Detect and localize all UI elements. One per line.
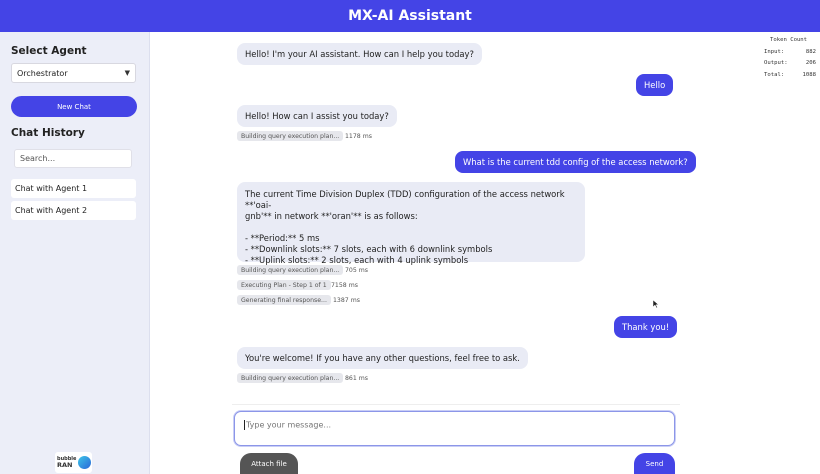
token-label: Total: [764, 71, 785, 78]
agent-select[interactable] [11, 63, 136, 83]
token-row-output [764, 58, 816, 70]
token-value: 882 [805, 48, 816, 55]
token-row-total [764, 69, 816, 81]
message-line: - **Period:** 5 ms [245, 233, 320, 243]
logo-text-top: bubble [57, 455, 77, 462]
user-message: What is the current tdd config of the access network? [455, 151, 696, 173]
token-label: Output: [764, 60, 788, 67]
composer-divider [232, 404, 680, 405]
logo-text-bottom: RAN [57, 460, 73, 469]
message-line: - **Downlink slots:** 7 slots, each with 6 downlink symbols [245, 244, 493, 254]
app-header [0, 0, 820, 32]
history-item[interactable]: Chat with Agent 2 [11, 201, 136, 220]
message-input[interactable] [234, 411, 675, 446]
step-pill: Building query execution plan... [237, 265, 343, 275]
bot-message: Hello! I'm your AI assistant. How can I help you today? [237, 43, 482, 65]
step-pill: Executing Plan - Step 1 of 1 [237, 280, 331, 290]
app-title: MX-AI Assistant [348, 8, 472, 24]
message-line: gnb'** in network **'oran'** is as follows: [245, 211, 418, 221]
message-input-placeholder: Type your message... [246, 420, 332, 430]
token-value: 206 [805, 60, 816, 67]
mouse-cursor-icon [653, 293, 659, 312]
step-pill: Building query execution plan... [237, 131, 343, 141]
message-line: - **Uplink slots:** 2 slots, each with 4 uplink symbols [245, 255, 469, 265]
history-search-input[interactable]: Search... [14, 149, 132, 168]
sidebar [0, 32, 150, 474]
user-message: Thank you! [614, 316, 677, 338]
token-count-title: Token Count [770, 37, 808, 43]
step-pill: Building query execution plan... [237, 373, 343, 383]
text-caret [244, 420, 245, 430]
token-row-input [764, 46, 816, 58]
step-time: 1178 ms [345, 133, 372, 140]
step-time: 705 ms [345, 267, 369, 274]
history-item[interactable]: Chat with Agent 1 [11, 179, 136, 198]
user-message: Hello [636, 74, 673, 96]
token-count-panel [764, 37, 816, 81]
message-line-blank [245, 222, 577, 233]
step-time: 861 ms [345, 375, 369, 382]
token-value: 1088 [802, 71, 816, 78]
bubbleran-logo [55, 452, 92, 473]
send-button[interactable]: Send [634, 453, 675, 474]
message-line: The current Time Division Duplex (TDD) configuration of the access network **'oai- [245, 189, 565, 210]
chevron-down-icon: ▼ [124, 69, 130, 77]
step-pill: Generating final response... [237, 295, 331, 305]
bot-message: Hello! How can I assist you today? [237, 105, 397, 127]
step-time: 7158 ms [331, 282, 358, 289]
chat-history-title: Chat History [11, 127, 85, 139]
logo-mark-icon [78, 456, 91, 469]
token-label: Input: [764, 48, 785, 55]
step-time: 1387 ms [333, 297, 360, 304]
select-agent-title: Select Agent [11, 45, 87, 57]
attach-file-button[interactable]: Attach file [240, 453, 298, 474]
new-chat-button[interactable]: New Chat [11, 96, 137, 117]
bot-message: You're welcome! If you have any other questions, feel free to ask. [237, 347, 528, 369]
bot-message [237, 182, 585, 265]
agent-select-value: Orchestrator [17, 68, 68, 78]
